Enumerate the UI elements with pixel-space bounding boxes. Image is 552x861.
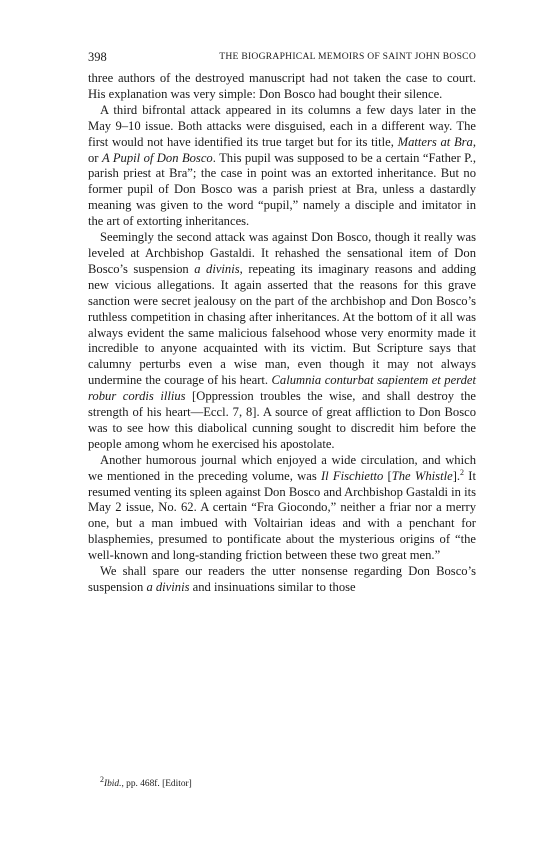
italic-text: The Whistle (391, 468, 453, 483)
italic-text: Ibid. (104, 779, 122, 789)
footnote-marker: 2 (460, 467, 465, 477)
text-run: [Oppression troubles the wise, and shall destroy the strength of his heart—Eccl. 7, 8]. A source of great affliction to Don Bosco was to see how this diabolical cunning sought to discredit him before the people among whom he exercised his apostolate. (88, 389, 476, 451)
text-run: . This pupil was supposed to be a certain “Father P., parish priest at Bra”; the case in point was an extorted inheritance. But no former pupil of Don Bosco was a parish priest at Bra, unless a dastardly meaning was given to the word “pupil,” namely a disciple and imitator in the art of extorting inheritances. (88, 150, 476, 229)
page-number: 398 (88, 50, 107, 64)
text-run: Seemingly the second attack was against Don Bosco, though it really was leveled at Archbishop Gastaldi. It rehashed the sensational item of Don Bosco’s suspension (88, 230, 476, 276)
text-run: Another humorous journal which enjoyed a wide circulation, and which we mentioned in the preceding volume, was (88, 452, 476, 483)
paragraph (88, 230, 476, 453)
text-run: ]. (452, 468, 461, 483)
footnote (100, 774, 476, 790)
text-run: We shall spare our readers the utter nonsense regarding Don Bosco’s suspension (88, 564, 476, 594)
text-run: three authors of the destroyed manuscript had not taken the case to court. His explanation was very simple: Don Bosco had bought their silence. (88, 71, 476, 101)
italic-text: Calumnia conturbat sapientem et perdet robur cordis illius (88, 373, 476, 404)
footnote-marker: 2 (100, 774, 104, 784)
italic-text: A Pupil of Don Bosco (101, 150, 213, 165)
paragraph (88, 564, 476, 596)
text-run: [ (383, 468, 392, 483)
running-head: THE BIOGRAPHICAL MEMOIRS OF SAINT JOHN BOSCO (219, 51, 476, 62)
italic-text: Matters at Bra (397, 134, 473, 149)
text-run: , repeating its imaginary reasons and adding new vicious allegations. It again asserted that the reasons for this grave sanction were secret jealousy on the part of the archbishop and Don Bosco’s ruthless competition in chasing after inheritances. At the bottom of it all was always evident the same malicious falsehood whose very enormity made it incredible to anyone acquainted with its victim. But Scripture says that calumny perturbs even a wise man, even though it may not always undermine the courage of his heart. (88, 261, 476, 388)
italic-text: a divinis (146, 580, 190, 594)
text-run: , pp. 468f. [Editor] (121, 779, 192, 789)
text-run: A third bifrontal attack appeared in its columns a few days later in the May 9–10 issue. Both attacks were disguised, each in a different way. The first would not have identified its true target but for its title, (88, 102, 476, 149)
page-header (88, 50, 476, 66)
italic-text: Il Fischietto (320, 468, 384, 483)
paragraph (88, 71, 476, 103)
italic-text: a divinis (194, 261, 240, 276)
paragraph (88, 103, 476, 230)
text-run: , or (88, 134, 476, 165)
paragraph (88, 453, 476, 564)
text-run: It resumed venting its spleen against Don Bosco and Archbishop Gastaldi in its May 2 issue, No. 62. A certain “Fra Giocondo,” neither a friar nor a merry one, but a man imbued with Voltairian ideas and with a penchant for blasphemies, presumed to pontificate about the mysterious origins of “the well-known and long-standing friction between these two great men.” (88, 468, 476, 563)
body-text (88, 71, 476, 596)
text-run: and insinuations similar to those (189, 580, 356, 594)
